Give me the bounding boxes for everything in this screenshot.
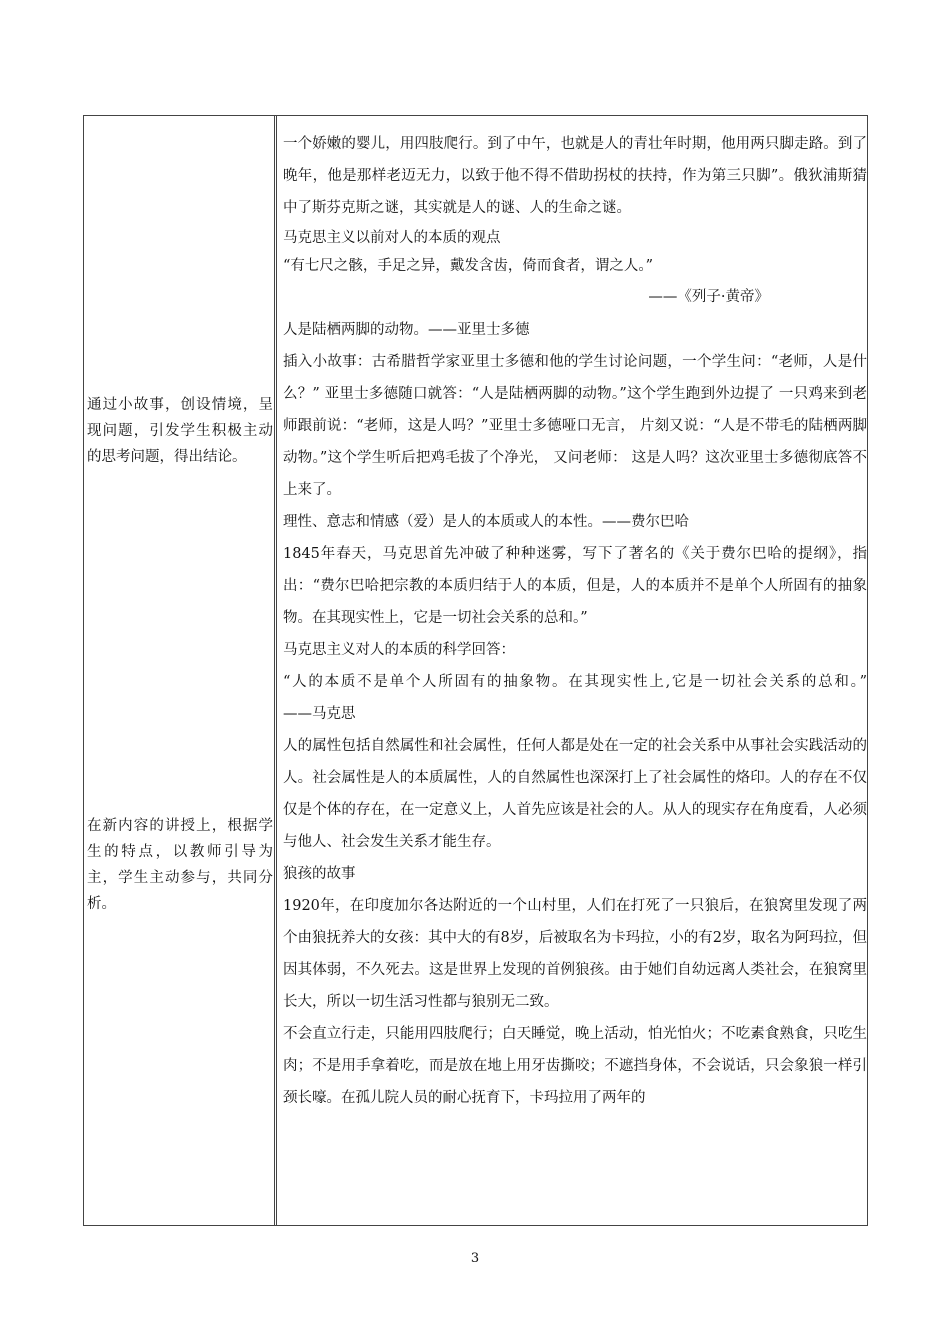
quote-source: ——《列子·黄帝》 bbox=[648, 289, 769, 305]
quote-paragraph: “有七尺之骸，手足之异，戴发含齿，倚而食者，谓之人。” bbox=[283, 258, 654, 274]
design-note: 在新内容的讲授上，根据学生的特点，以教师引导为主，学生主动参与，共同分析。 bbox=[87, 818, 273, 912]
content-paragraph: 人是陆栖两脚的动物。——亚里士多德 bbox=[283, 322, 530, 338]
story-paragraph: 不会直立行走，只能用四肢爬行；白天睡觉，晚上活动，怕光怕火；不吃素食熟食，只吃生肉；不是用手拿着吃，而是放在地上用牙齿撕咬；不遮挡身体，不会说话，只会象狼一样引颈长嚎。在孤儿院人员的耐心抚育下，卡玛拉用了两年的 bbox=[283, 1026, 867, 1106]
teaching-content-column bbox=[277, 116, 867, 1225]
story-paragraph: 1920年，在印度加尔各达附近的一个山村里，人们在打死了一只狼后，在狼窝里发现了两个由狼抚养大的女孩：其中大的有8岁，后被取名为卡玛拉，小的有2岁，取名为阿玛拉，但因其体弱，不久死去。这是世界上发现的首例狼孩。由于她们自幼远离人类社会，在狼窝里长大，所以一切生活习性都与狼别无二致。 bbox=[283, 898, 867, 1010]
content-heading: 马克思主义对人的本质的科学回答： bbox=[283, 642, 515, 658]
page-number: 3 bbox=[470, 1251, 480, 1266]
design-notes-column bbox=[84, 116, 277, 1225]
lesson-table bbox=[83, 115, 868, 1226]
content-paragraph: 理性、意志和情感（爱）是人的本质或人的本性。——费尔巴哈 bbox=[283, 514, 689, 530]
content-paragraph: 1845年春天，马克思首先冲破了种种迷雾，写下了著名的《关于费尔巴哈的提纲》，指出：“费尔巴哈把宗教的本质归结于人的本质，但是，人的本质并不是单个人所固有的抽象物。在其现实性上，它是一切社会关系的总和。” bbox=[283, 546, 867, 626]
content-paragraph: 一个娇嫩的婴儿，用四肢爬行。到了中午，也就是人的青壮年时期，他用两只脚走路。到了晚年，他是那样老迈无力，以致于他不得不借助拐杖的扶持，作为第三只脚”。俄狄浦斯猜中了斯芬克斯之谜，其实就是人的谜、人的生命之谜。 bbox=[283, 136, 867, 216]
design-note: 通过小故事，创设情境，呈现问题，引发学生积极主动的思考问题，得出结论。 bbox=[87, 397, 273, 465]
content-paragraph: 人的属性包括自然属性和社会属性，任何人都是处在一定的社会关系中从事社会实践活动的人。社会属性是人的本质属性，人的自然属性也深深打上了社会属性的烙印。人的存在不仅仅是个体的存在，在一定意义上，人首先应该是社会的人。从人的现实存在角度看，人必须与他人、社会发生关系才能生存。 bbox=[283, 738, 867, 850]
content-heading: 狼孩的故事 bbox=[283, 866, 356, 882]
story-paragraph: 插入小故事：古希腊哲学家亚里士多德和他的学生讨论问题，一个学生问：“老师，人是什么？” 亚里士多德随口就答：“人是陆栖两脚的动物。”这个学生跑到外边提了 一只鸡来到老师跟前说：“老师，这是人吗？”亚里士多德哑口无言， 片刻又说：“人是不带毛的陆栖两脚动物。”这个学生听后把鸡毛拔了个净光， 又问老师： 这是人吗？这次亚里士多德彻底答不上来了。 bbox=[283, 354, 867, 498]
content-heading: 马克思主义以前对人的本质的观点 bbox=[283, 230, 501, 246]
quote-paragraph: “人的本质不是单个人所固有的抽象物。在其现实性上,它是一切社会关系的总和。” ——马克思 bbox=[283, 674, 867, 722]
